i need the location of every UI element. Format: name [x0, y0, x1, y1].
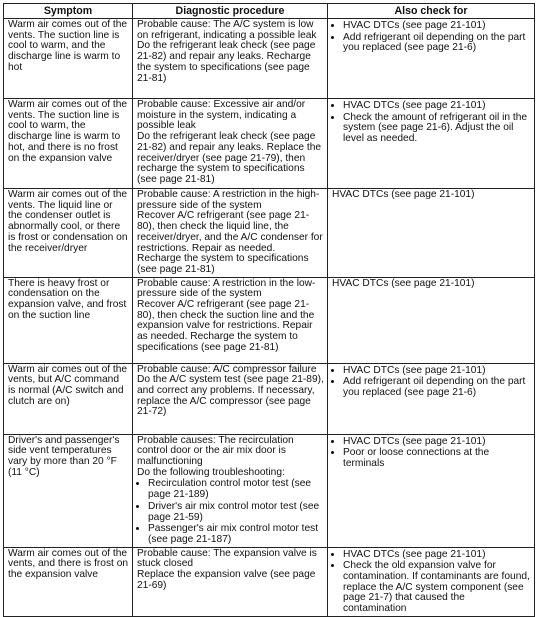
table-row	[4, 99, 535, 189]
procedure-text: Do the following troubleshooting:	[137, 466, 285, 478]
procedure-cell	[133, 363, 328, 434]
table-row	[4, 189, 535, 278]
procedure-text: Recover A/C refrigerant (see page 21-80), then check the liquid line, the receiver/dryer, and the A/C condenser for restrictions. Repair as needed.	[137, 210, 323, 254]
table-row	[4, 434, 535, 547]
check-item: • Check the old expansion valve for contamination. If contaminants are found, replace the A/C system component (see page 21-7) that caused the contamination	[343, 560, 531, 615]
procedure-cell	[133, 99, 328, 189]
check-item: • HVAC DTCs (see page 21-101)	[343, 549, 531, 561]
procedure-text: Probable cause: A/C compressor failure	[137, 363, 317, 375]
diagnostic-table	[3, 3, 535, 617]
check-item: • Add refrigerant oil depending on the part you replaced (see page 21-6)	[343, 32, 531, 54]
procedure-step-list	[137, 478, 324, 545]
procedure-cell	[133, 189, 328, 278]
symptom-cell: Warm air comes out of the vents. The liquid line or the condenser outlet is abnormally cool, or there is frost or condensation on the receiver/dryer	[4, 189, 133, 278]
procedure-text: Probable cause: The expansion valve is stuck closed	[137, 547, 317, 570]
also-check-cell	[328, 19, 535, 99]
check-item: • HVAC DTCs (see page 21-101)	[343, 20, 531, 32]
also-check-cell	[328, 547, 535, 616]
procedure-cell	[133, 19, 328, 99]
procedure-text: Probable cause: Excessive air and/or moisture in the system, indicating a possible leak	[137, 99, 306, 132]
symptom-cell: Warm air comes out of the vents. The suction line is cool to warm, the discharge line is warm to hot, and there is no frost on the expansion valve	[4, 99, 133, 189]
header-also-check: Also check for	[328, 4, 535, 19]
procedure-text: Probable cause: The A/C system is low on refrigerant, indicating a possible leak	[137, 19, 317, 41]
procedure-step: • Passenger's air mix control motor test (see page 21-187)	[148, 523, 324, 545]
procedure-text: Do the A/C system test (see page 21-89), and correct any problems. If necessary, replace the A/C compressor (see page 21-72)	[137, 374, 324, 418]
symptom-cell: Warm air comes out of the vents. The suction line is cool to warm, and the discharge line is warm to hot	[4, 19, 133, 99]
procedure-step: • Driver's air mix control motor test (see page 21-59)	[148, 501, 324, 523]
procedure-cell	[133, 434, 328, 547]
check-text: HVAC DTCs (see page 21-101)	[332, 277, 475, 289]
check-list	[332, 100, 531, 145]
procedure-text: Replace the expansion valve (see page 21-69)	[137, 569, 316, 591]
table-body	[4, 19, 535, 617]
symptom-cell: Warm air comes out of the vents, and there is frost on the expansion valve	[4, 547, 133, 616]
procedure-text: Probable cause: A restriction in the high-pressure side of the system	[137, 189, 320, 211]
symptom-cell: Driver's and passenger's side vent temperatures vary by more than 20 °F (11 °C)	[4, 434, 133, 547]
procedure-text: Do the refrigerant leak check (see page 21-82) and repair any leaks. Replace the receiver/dryer (see page 21-79), then recharge the system to specifications (see page 21-81)	[137, 131, 322, 185]
procedure-cell	[133, 547, 328, 616]
check-text: HVAC DTCs (see page 21-101)	[332, 189, 475, 200]
table-row	[4, 277, 535, 363]
also-check-cell	[328, 277, 535, 363]
procedure-step: • Recirculation control motor test (see page 21-189)	[148, 478, 324, 500]
procedure-cell	[133, 277, 328, 363]
header-symptom: Symptom	[4, 4, 133, 19]
check-item: • HVAC DTCs (see page 21-101)	[343, 100, 531, 112]
check-item: • Add refrigerant oil depending on the part you replaced (see page 21-6)	[343, 376, 531, 398]
procedure-text: Recharge the system to specifications (see page 21-81)	[137, 253, 309, 275]
procedure-text: Do the refrigerant leak check (see page 21-82) and repair any leaks. Recharge the system to specifications (see page 21-81)	[137, 40, 316, 84]
also-check-cell	[328, 99, 535, 189]
check-list	[332, 20, 531, 54]
header-procedure: Diagnostic procedure	[133, 4, 328, 19]
table-row	[4, 19, 535, 99]
check-item: • Poor or loose connections at the terminals	[343, 447, 531, 469]
table-header-row	[4, 4, 535, 19]
also-check-cell	[328, 189, 535, 278]
check-list	[332, 436, 531, 470]
symptom-cell: Warm air comes out of the vents, but A/C command is normal (A/C switch and clutch are on)	[4, 363, 133, 434]
symptom-cell: There is heavy frost or condensation on the expansion valve, and frost on the suction line	[4, 277, 133, 363]
procedure-text: Recover A/C refrigerant (see page 21-80), then check the suction line and the expansion valve for restrictions. Repair as needed. Recharge the system to specifications (see page 21-81)	[137, 299, 315, 353]
check-list	[332, 549, 531, 615]
check-item: • HVAC DTCs (see page 21-101)	[343, 365, 531, 377]
also-check-cell	[328, 363, 535, 434]
table-row	[4, 363, 535, 434]
table-row	[4, 547, 535, 616]
check-item: • HVAC DTCs (see page 21-101)	[343, 436, 531, 448]
procedure-text: Probable cause: A restriction in the low-pressure side of the system	[137, 277, 316, 300]
procedure-text: Probable causes: The recirculation control door or the air mix door is malfunctioning	[137, 434, 294, 468]
also-check-cell	[328, 434, 535, 547]
check-item: • Check the amount of refrigerant oil in the system (see page 21-6). Adjust the oil level as needed.	[343, 112, 531, 145]
check-list	[332, 365, 531, 399]
